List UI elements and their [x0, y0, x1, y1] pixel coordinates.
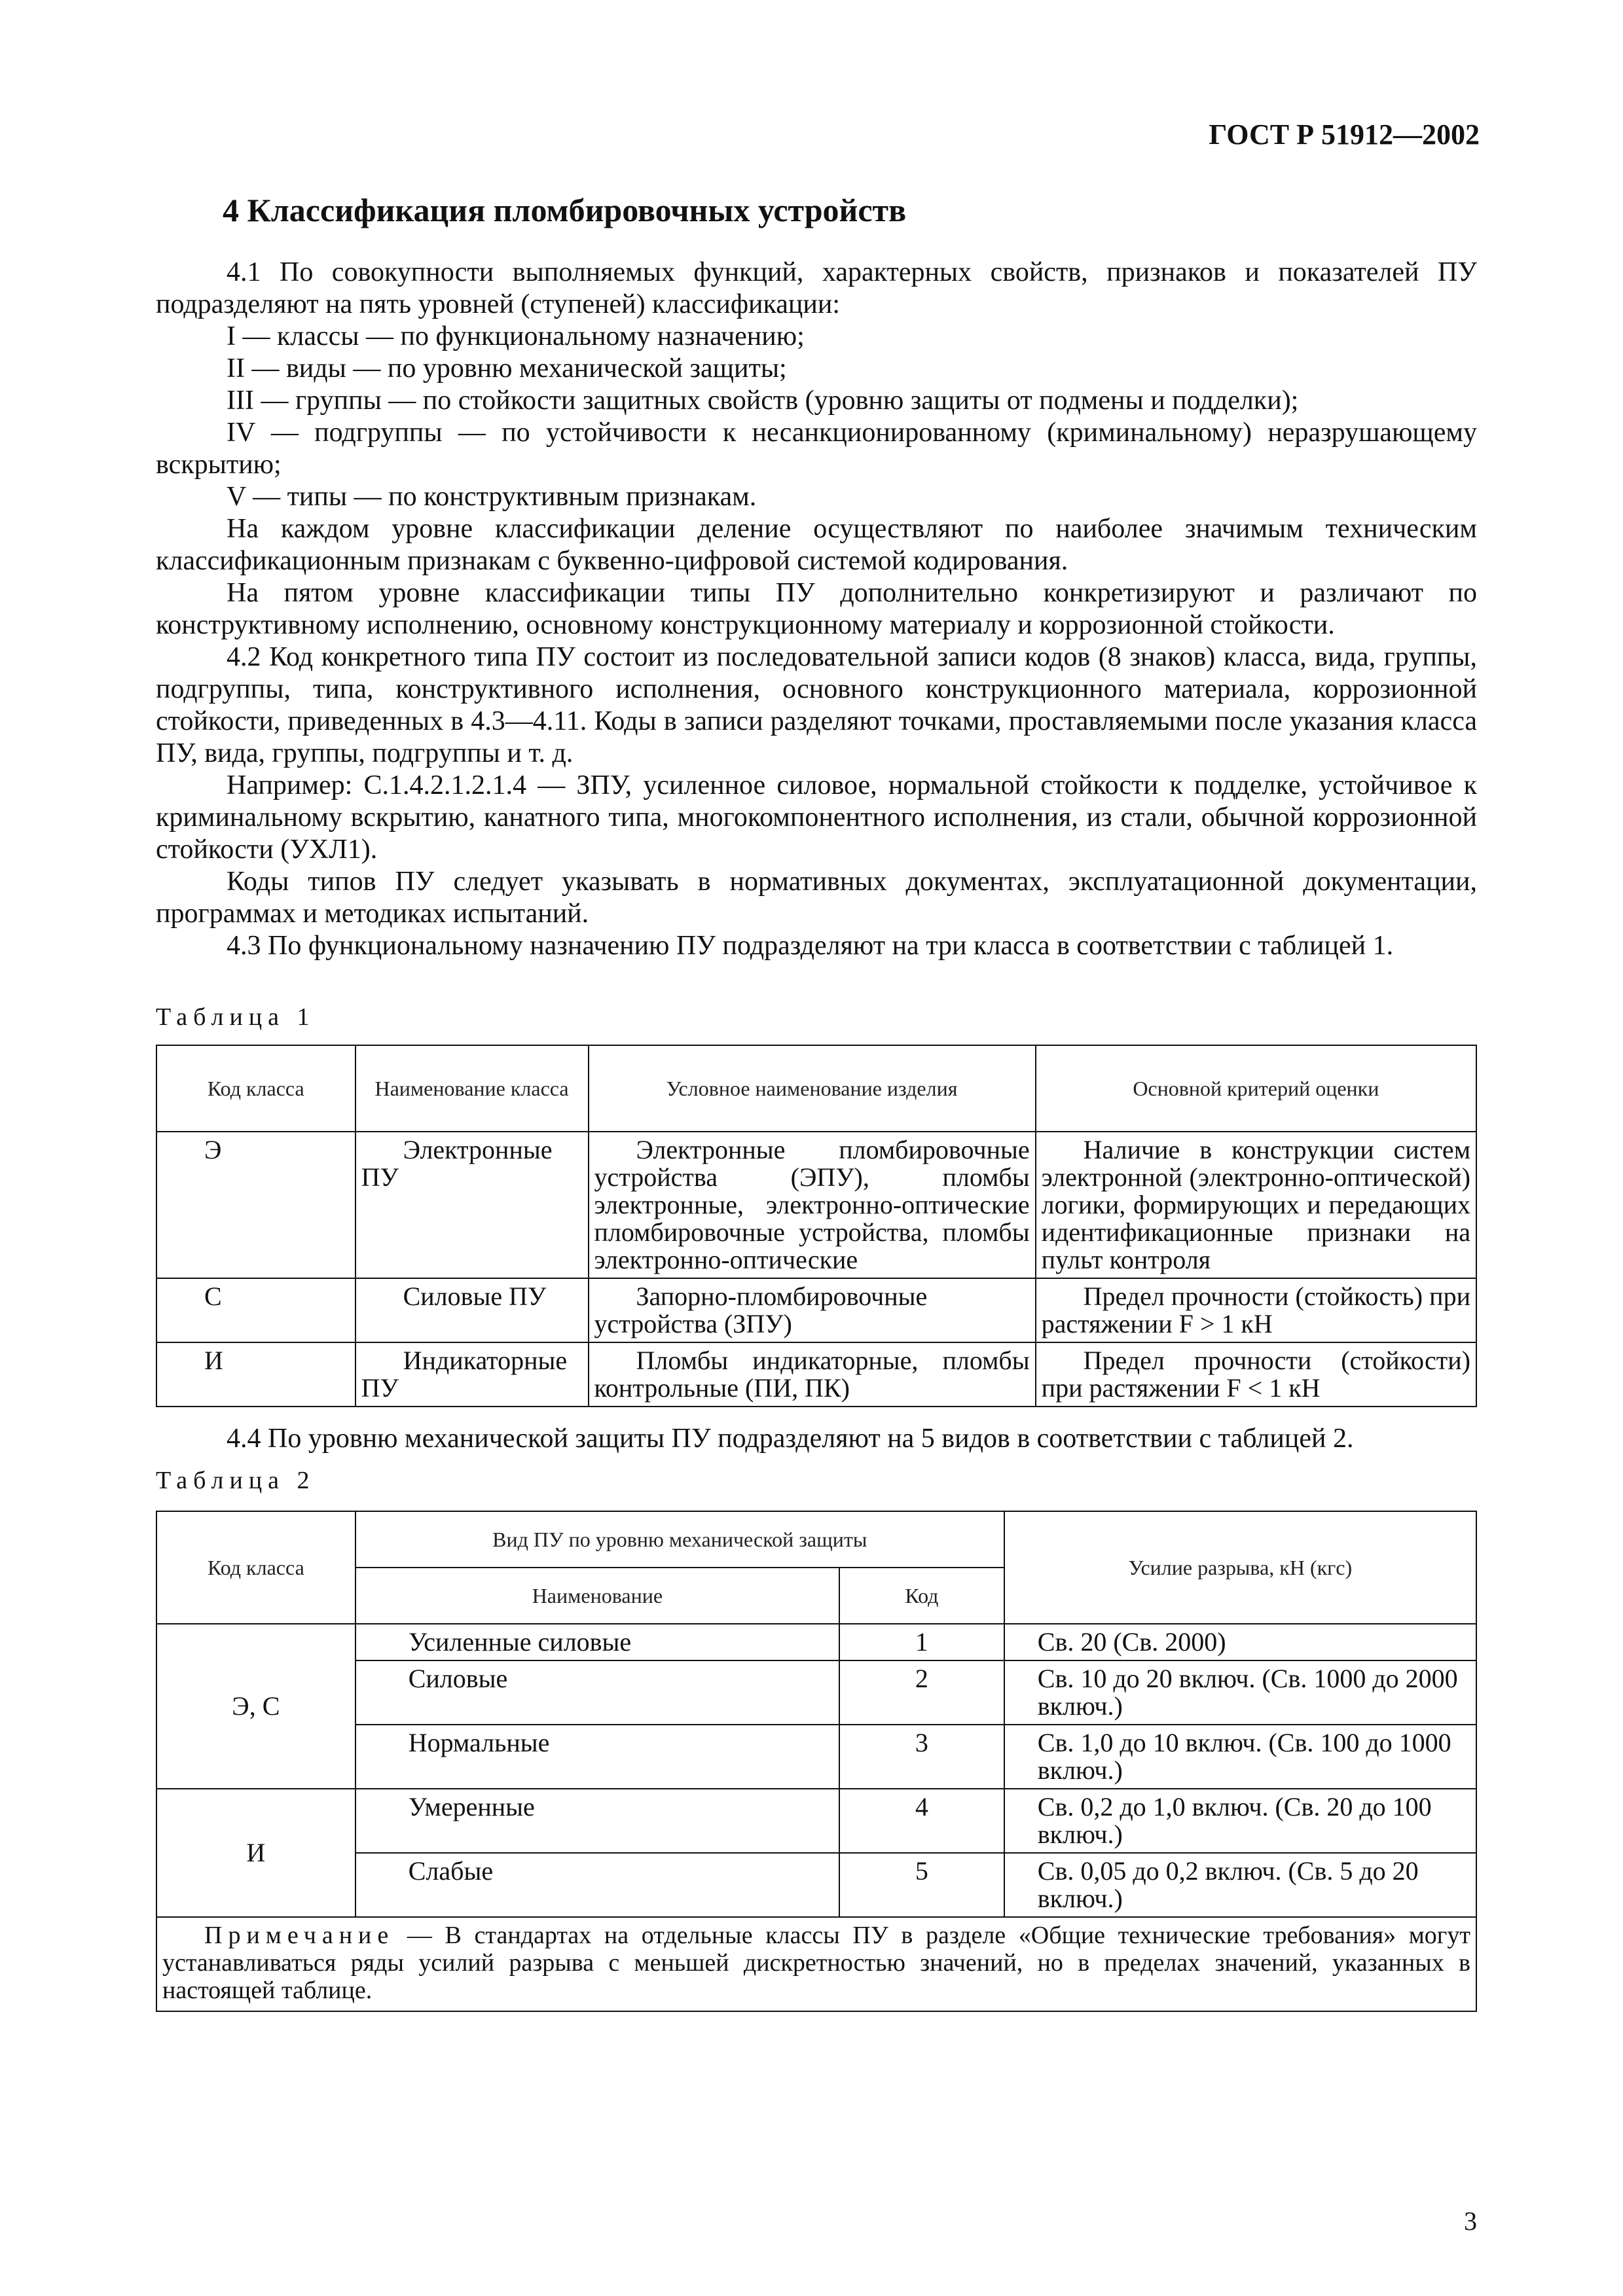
- class-code: И: [156, 1342, 356, 1407]
- type-code: 3: [839, 1725, 1004, 1789]
- type-name: Нормальные: [356, 1725, 839, 1789]
- type-code: 2: [839, 1660, 1004, 1725]
- table-row: [156, 1342, 1476, 1407]
- list-item-level-1: I — классы — по функциональному назначению;: [227, 321, 805, 351]
- type-name: Силовые: [356, 1660, 839, 1725]
- class-code: С: [156, 1278, 356, 1342]
- criterion: Предел прочности (стойкости) при растяжении F < 1 кН: [1036, 1342, 1476, 1407]
- table-row: [156, 1789, 1476, 1853]
- note-text: — В стандартах на отдельные классы ПУ в разделе «Общие технические требования» могут устанавливаться ряды усилий разрыва с меньшей дискретностью значений, но в пределах значений, указанных в настоящей таблице.: [162, 1922, 1470, 2004]
- body-text: [156, 257, 1477, 962]
- table-1: [156, 1045, 1477, 1407]
- table-1-header-name: Наименование класса: [356, 1045, 589, 1132]
- list-item-level-4: IV — подгруппы — по устойчивости к несанкционированному (криминальному) неразрушающему вскрытию;: [156, 418, 1477, 480]
- table-1-header-criterion: Основной критерий оценки: [1036, 1045, 1476, 1132]
- break-force: Св. 1,0 до 10 включ. (Св. 100 до 1000 включ.): [1004, 1725, 1476, 1789]
- type-name: Усиленные силовые: [356, 1624, 839, 1660]
- document-header: ГОСТ Р 51912—2002: [1209, 118, 1480, 151]
- paragraph-4-2: 4.2 Код конкретного типа ПУ состоит из последовательной записи кодов (8 знаков) класса, вида, группы, подгруппы, типа, конструктивного исполнения, основного конструкционного материала, коррозионной стойкости, приведенных в 4.3—4.11. Коды в записи разделяют точками, проставляемыми после указания класса ПУ, вида, группы, подгруппы и т. д.: [156, 642, 1477, 768]
- table-2-header-code: Код: [839, 1568, 1004, 1624]
- table-row: [156, 1132, 1476, 1278]
- table-1-header-code: Код класса: [156, 1045, 356, 1132]
- type-name: Слабые: [356, 1853, 839, 1917]
- paragraph-levels: На каждом уровне классификации деление осуществляют по наиболее значимым техническим классификационным признакам с буквенно-цифровой системой кодирования.: [156, 514, 1477, 576]
- break-force: Св. 10 до 20 включ. (Св. 1000 до 2000 включ.): [1004, 1660, 1476, 1725]
- product-name: Запорно-пломбировочные устройства (ЗПУ): [589, 1278, 1036, 1342]
- table-row: [156, 1624, 1476, 1660]
- list-item-level-5: V — типы — по конструктивным признакам.: [227, 482, 757, 512]
- table-note: [156, 1917, 1476, 2011]
- table-2: [156, 1511, 1477, 2012]
- class-code: Э, С: [156, 1624, 356, 1789]
- table-note-row: [156, 1917, 1476, 2011]
- class-name: Электронные ПУ: [356, 1132, 589, 1278]
- note-label: Примечание: [204, 1922, 395, 1949]
- list-item-level-3: III — группы — по стойкости защитных свойств (уровню защиты от подмены и подделки);: [227, 386, 1299, 416]
- paragraph-4-4: 4.4 По уровню механической защиты ПУ подразделяют на 5 видов в соответствии с таблицей 2.: [227, 1424, 1354, 1454]
- break-force: Св. 0,05 до 0,2 включ. (Св. 5 до 20 включ.): [1004, 1853, 1476, 1917]
- paragraph-example: Например: С.1.4.2.1.2.1.4 — ЗПУ, усиленное силовое, нормальной стойкости к подделке, устойчивое к криминальному вскрытию, канатного типа, многокомпонентного исполнения, из стали, обычной коррозионной стойкости (УХЛ1).: [156, 770, 1477, 865]
- paragraph-4-3: 4.3 По функциональному назначению ПУ подразделяют на три класса в соответствии с таблицей 1.: [227, 931, 1394, 961]
- table-2-header-force: Усилие разрыва, кН (кгс): [1004, 1511, 1476, 1624]
- table-2-caption: Таблица 2: [156, 1467, 316, 1494]
- paragraph-codes: Коды типов ПУ следует указывать в нормативных документах, эксплуатационной документации, программах и методиках испытаний.: [156, 867, 1477, 929]
- paragraph-fifth-level: На пятом уровне классификации типы ПУ дополнительно конкретизируют и различают по конструктивному исполнению, основному конструкционному материалу и коррозионной стойкости.: [156, 578, 1477, 640]
- table-2-header-group: Вид ПУ по уровню механической защиты: [356, 1511, 1004, 1568]
- table-2-header-name: Наименование: [356, 1568, 839, 1624]
- product-name: Электронные пломбировочные устройства (ЭПУ), пломбы электронные, электронно-оптические пломбировочные устройства, пломбы электронно-оптические: [589, 1132, 1036, 1278]
- table-1-header-product: Условное наименование изделия: [589, 1045, 1036, 1132]
- product-name: Пломбы индикаторные, пломбы контрольные (ПИ, ПК): [589, 1342, 1036, 1407]
- break-force: Св. 0,2 до 1,0 включ. (Св. 20 до 100 включ.): [1004, 1789, 1476, 1853]
- table-2-header-class: Код класса: [156, 1511, 356, 1624]
- type-code: 5: [839, 1853, 1004, 1917]
- class-name: Силовые ПУ: [356, 1278, 589, 1342]
- break-force: Св. 20 (Св. 2000): [1004, 1624, 1476, 1660]
- class-name: Индикаторные ПУ: [356, 1342, 589, 1407]
- type-code: 4: [839, 1789, 1004, 1853]
- class-code: И: [156, 1789, 356, 1917]
- section-title: 4 Классификация пломбировочных устройств: [223, 192, 907, 228]
- type-code: 1: [839, 1624, 1004, 1660]
- table-1-caption: Таблица 1: [156, 1003, 316, 1031]
- page-number: 3: [1464, 2206, 1477, 2236]
- table-row: [156, 1278, 1476, 1342]
- list-item-level-2: II — виды — по уровню механической защиты;: [227, 353, 787, 384]
- paragraph-4-1: 4.1 По совокупности выполняемых функций, характерных свойств, признаков и показателей ПУ подразделяют на пять уровней (ступеней) классификации:: [156, 257, 1477, 319]
- criterion: Предел прочности (стойкость) при растяжении F > 1 кН: [1036, 1278, 1476, 1342]
- class-code: Э: [156, 1132, 356, 1278]
- type-name: Умеренные: [356, 1789, 839, 1853]
- criterion: Наличие в конструкции систем электронной (электронно-оптической) логики, формирующих и передающих идентификационные признаки на пульт контроля: [1036, 1132, 1476, 1278]
